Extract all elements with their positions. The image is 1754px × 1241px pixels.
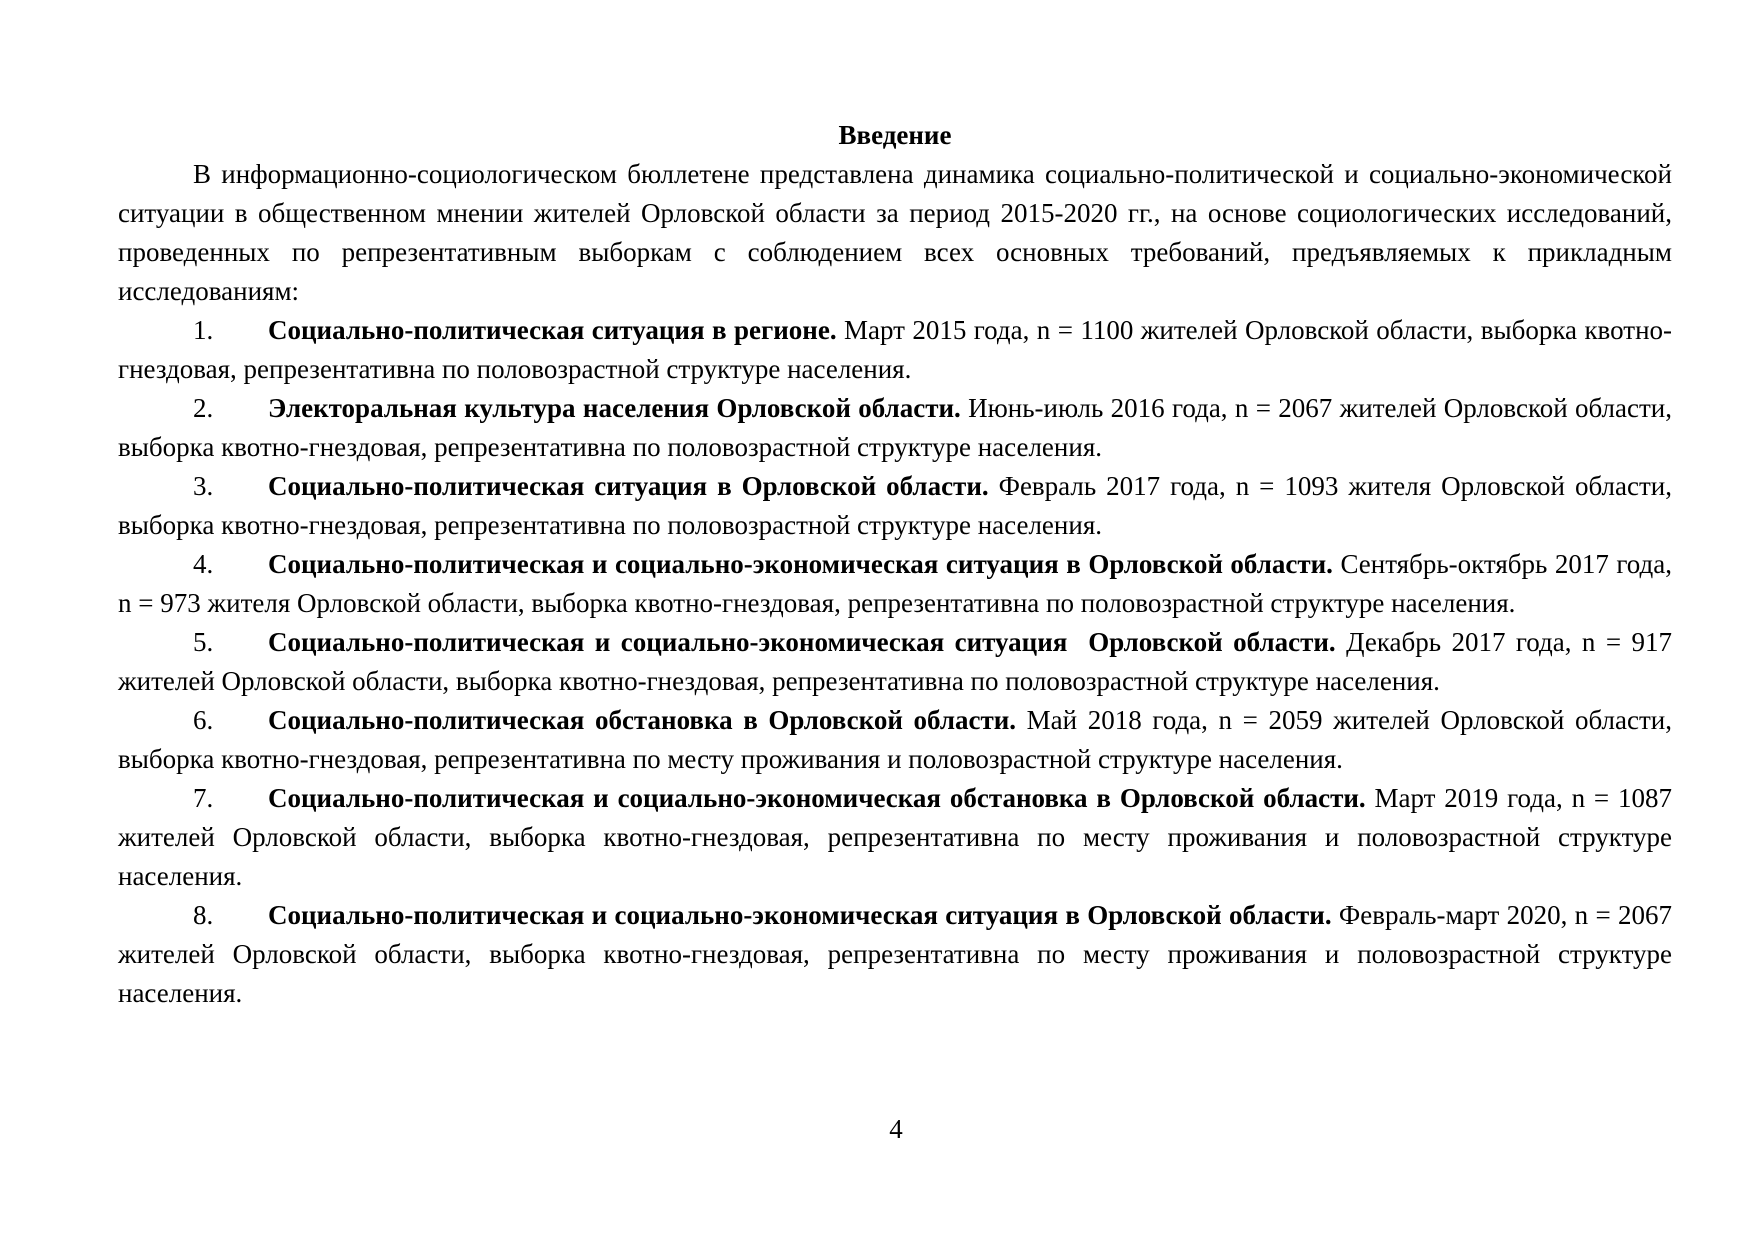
list-item [118,623,1672,701]
list-item-text: Май 2018 года, n = 2059 жителей Орловской области, выборка квотно-гнездовая, репрезентативна по месту проживания и половозрастной структуре населения. [118,705,1672,774]
list-item [118,779,1672,896]
list-item-number: 6. [193,705,214,735]
list-item-number: 7. [193,783,214,813]
list-item-number: 4. [193,549,214,579]
list-item-heading: Социально-политическая обстановка в Орловской области. [268,705,1017,735]
list-item-text: Июнь-июль 2016 года, n = 2067 жителей Орловской области, выборка квотно-гнездовая, репрезентативна по половозрастной структуре населения. [118,393,1672,462]
list-item-text: Февраль-март 2020, n = 2067 жителей Орловской области, выборка квотно-гнездовая, репрезентативна по месту проживания и половозрастной структуре населения. [118,900,1672,1008]
list-item-heading: Социально-политическая ситуация в Орловской области. [268,471,989,501]
list-item-text: Март 2015 года, n = 1100 жителей Орловской области, выборка квотно-гнездовая, репрезентативна по половозрастной структуре населения. [118,315,1673,384]
list-item [118,389,1672,467]
list-item-number: 5. [193,627,214,657]
list-item-text: Сентябрь-октябрь 2017 года, n = 973 жителя Орловской области, выборка квотно-гнездовая, репрезентативна по половозрастной структуре населения. [118,549,1672,618]
list-item-heading: Социально-политическая и социально-экономическая ситуация в Орловской области. [268,900,1332,930]
list-item [118,467,1672,545]
list-item [118,311,1672,389]
list-item-text: Февраль 2017 года, n = 1093 жителя Орловской области, выборка квотно-гнездовая, репрезентативна по половозрастной структуре населения. [118,471,1672,540]
page-number: 4 [889,1114,903,1144]
list-item-heading: Социально-политическая и социально-экономическая ситуация Орловской области. [268,627,1336,657]
document-body [118,116,1672,1013]
list-item-text: Март 2019 года, n = 1087 жителей Орловской области, выборка квотно-гнездовая, репрезентативна по месту проживания и половозрастной структуре населения. [118,783,1672,891]
list-item-number: 3. [193,471,214,501]
list-item-number: 8. [193,900,214,930]
list-item-number: 2. [193,393,214,423]
list-item [118,545,1672,623]
intro-paragraph: В информационно-социологическом бюллетене представлена динамика социально-политической и социально-экономической ситуации в общественном мнении жителей Орловской области за период 2015-2020 гг., на основе социологических исследований, проведенных по репрезентативным выборкам с соблюдением всех основных требований, предъявляемых к прикладным исследованиям: [118,159,1672,306]
list-item [118,701,1672,779]
section-title: Введение [838,120,952,150]
list-item [118,896,1672,1013]
list-item-heading: Социально-политическая и социально-экономическая ситуация в Орловской области. [268,549,1333,579]
list-item-heading: Социально-политическая ситуация в регионе. [268,315,837,345]
list-item-heading: Электоральная культура населения Орловской области. [268,393,961,423]
list-item-number: 1. [193,315,214,345]
list-item-text: Декабрь 2017 года, n = 917 жителей Орловской области, выборка квотно-гнездовая, репрезентативна по половозрастной структуре населения. [118,627,1672,696]
list-item-heading: Социально-политическая и социально-экономическая обстановка в Орловской области. [268,783,1366,813]
